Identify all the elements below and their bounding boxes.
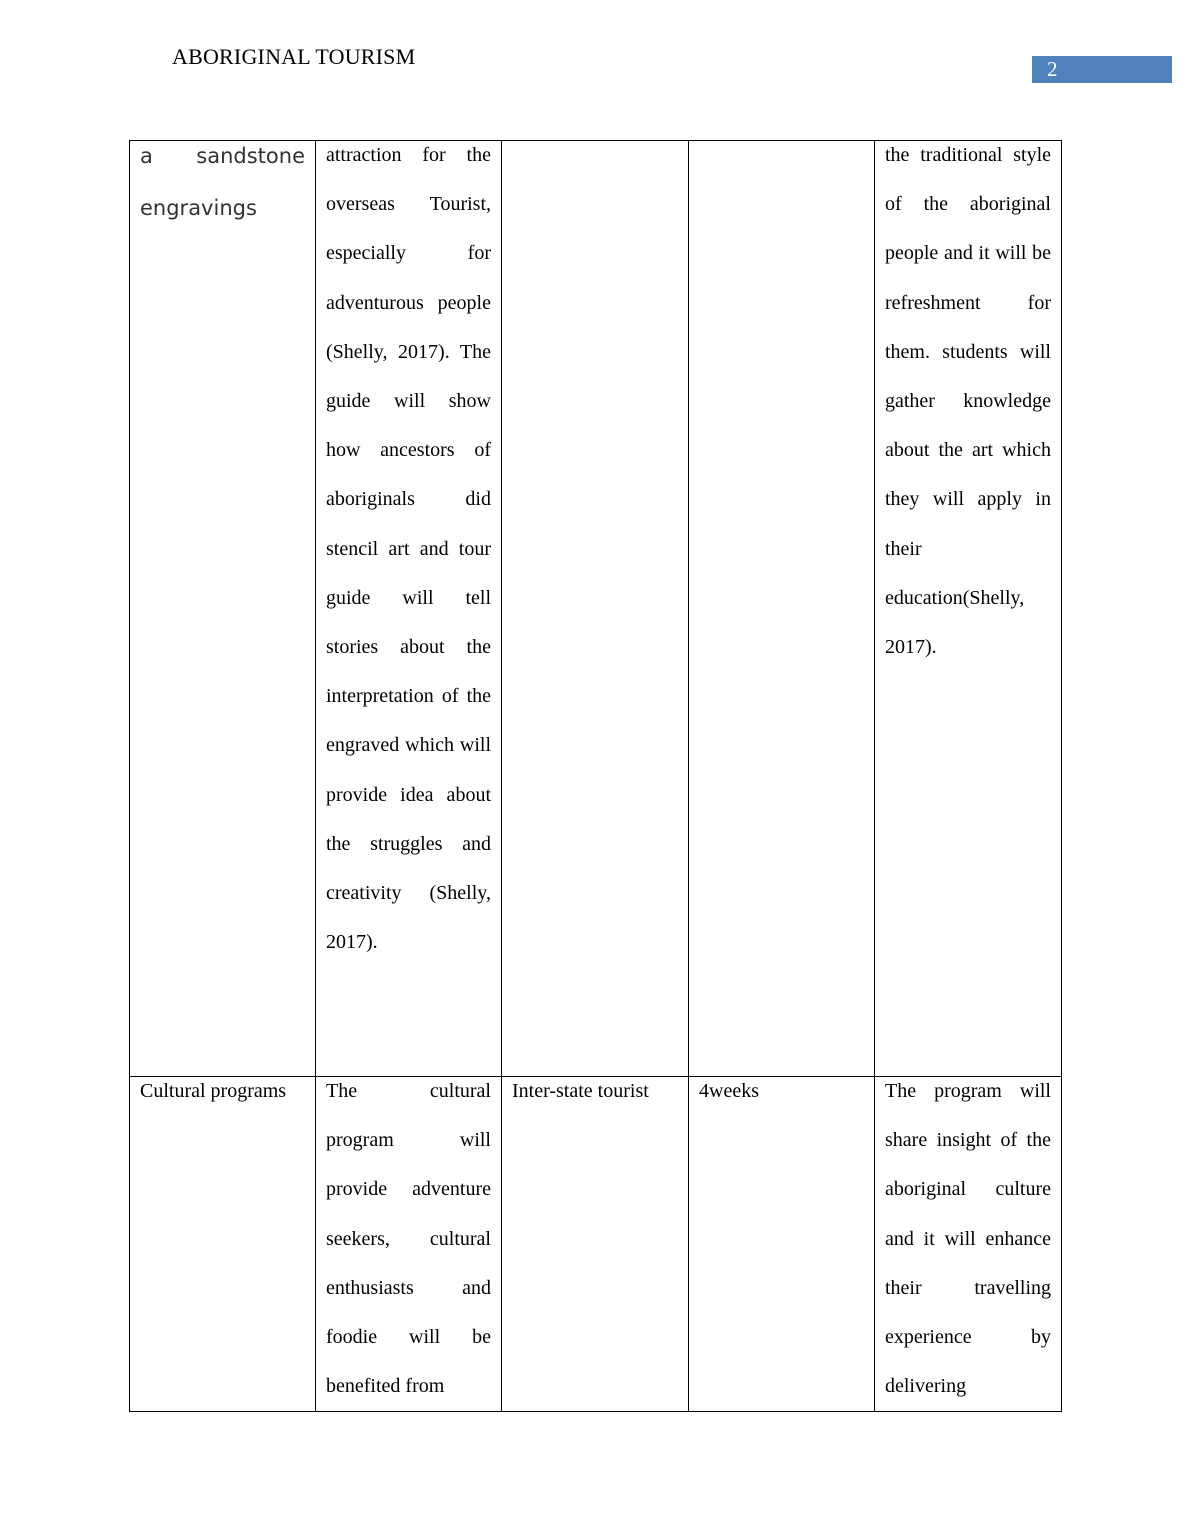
page-number: 2: [1047, 57, 1058, 81]
tourism-activities-table: [129, 140, 1062, 1412]
activity-text: a sandstone engravings: [140, 144, 305, 220]
duration-cell: [689, 1077, 875, 1412]
activity-cell: [130, 141, 316, 1077]
duration-text: 4weeks: [699, 1080, 759, 1102]
description-text: The cultural program will provide adventure seekers, cultural enthusiasts and foodie will be benefited from: [326, 1080, 491, 1398]
running-header-title: ABORIGINAL TOURISM: [172, 44, 416, 69]
table-row: [130, 141, 1062, 1077]
page-number-badge: [1032, 56, 1172, 83]
target-cell: [502, 141, 689, 1077]
duration-cell: [689, 141, 875, 1077]
target-text: Inter-state tourist: [512, 1080, 649, 1102]
benefit-cell: [875, 141, 1062, 1077]
benefit-text: The program will share insight of the aboriginal culture and it will enhance their travelling experience by delivering: [885, 1080, 1051, 1398]
table-row: [130, 1077, 1062, 1412]
activity-text: Cultural programs: [140, 1080, 287, 1102]
description-cell: [316, 1077, 502, 1412]
benefit-cell: [875, 1077, 1062, 1412]
description-cell: [316, 141, 502, 1077]
benefit-text: the traditional style of the aboriginal people and it will be refreshment for them. students will gather knowledge about the art which they will apply in their education(Shelly, 2017).: [885, 144, 1051, 659]
activity-cell: [130, 1077, 316, 1412]
description-text: attraction for the overseas Tourist, especially for adventurous people (Shelly, 2017). The guide will show how ancestors of aboriginals did stencil art and tour guide will tell stories about the interpretation of the engraved which will provide idea about the struggles and creativity (Shelly, 2017).: [326, 144, 491, 954]
target-cell: [502, 1077, 689, 1412]
